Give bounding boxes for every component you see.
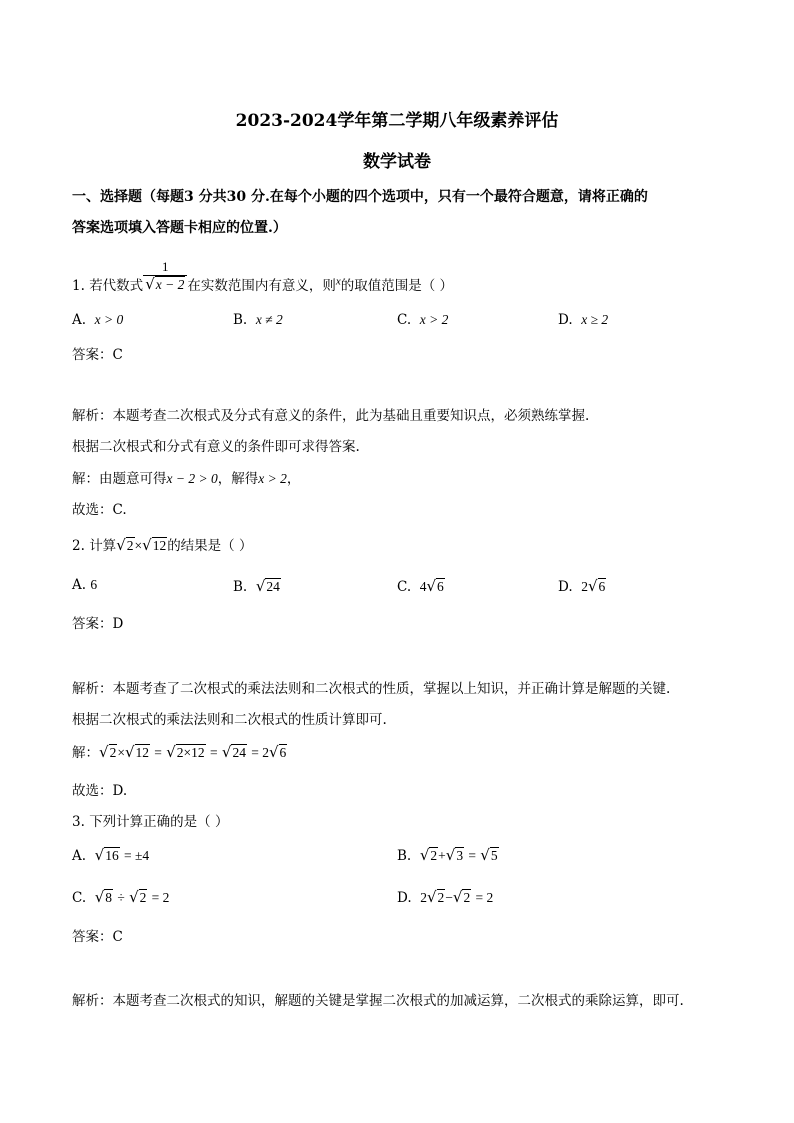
q1-analysis: 解析：本题考查二次根式及分式有意义的条件，此为基础且重要知识点，必须熟练掌握. xyxy=(72,408,590,424)
q3-answer: 答案：C xyxy=(72,929,123,945)
q1-option-d: D. x ≥ 2 xyxy=(558,312,609,328)
page-title: 2023-2024学年第二学期八年级素养评估 xyxy=(235,111,559,131)
radical-sign-icon: √ xyxy=(445,846,456,864)
q3-option-c: C. √8 ÷ √2 = 2 xyxy=(72,888,170,906)
q3-analysis: 解析：本题考查二次根式的知识，解题的关键是掌握二次根式的加减运算，二次根式的乘除运算，即可. xyxy=(72,993,684,1009)
question-3-stem: 3. 下列计算正确的是（ ） xyxy=(72,814,229,830)
question-text: 若代数式 xyxy=(89,278,144,294)
q2-analysis-2: 根据二次根式的乘法法则和二次根式的性质计算即可. xyxy=(72,712,387,728)
radical-sign-icon: √ xyxy=(145,275,155,293)
radical-sign-icon: √ xyxy=(426,577,437,595)
q2-solution: 解：√2×√12 = √2×12 = √24 = 2√6 xyxy=(72,743,287,761)
radical-sign-icon: √ xyxy=(94,888,105,906)
q2-option-b: B. √24 xyxy=(233,577,280,595)
q1-analysis-2: 根据二次根式和分式有意义的条件即可求得答案. xyxy=(72,439,360,455)
radical-sign-icon: √ xyxy=(587,577,598,595)
fraction-numerator: 1 xyxy=(162,259,169,274)
radical-sign-icon: √ xyxy=(221,743,232,761)
radical-sign-icon: √ xyxy=(426,888,437,906)
q2-option-d: D. 2√6 xyxy=(558,577,606,595)
q2-answer: 答案：D xyxy=(72,616,124,632)
sqrt-expression: √2 xyxy=(116,536,134,554)
question-text: 的取值范围是（ ） xyxy=(340,278,454,294)
radical-sign-icon: √ xyxy=(116,536,126,554)
question-2-stem: 2. 计算√2×√12的结果是（ ） xyxy=(72,536,253,554)
q2-analysis: 解析：本题考查了二次根式的乘法法则和二次根式的性质，掌握以上知识，并正确计算是解题的关键. xyxy=(72,681,671,697)
radical-sign-icon: √ xyxy=(124,743,135,761)
radical-sign-icon: √ xyxy=(142,536,152,554)
radical-sign-icon: √ xyxy=(129,888,139,906)
sqrt-expression xyxy=(145,276,185,294)
q1-answer: 答案：C xyxy=(72,347,123,363)
radical-sign-icon: √ xyxy=(419,846,430,864)
q1-option-a: A. x > 0 xyxy=(72,312,124,328)
q3-option-d: D. 2√2−√2 = 2 xyxy=(397,888,494,906)
radical-sign-icon: √ xyxy=(166,743,176,761)
q3-option-a: A. √16 = ±4 xyxy=(72,846,150,864)
radical-sign-icon: √ xyxy=(452,888,463,906)
section-heading-line1: 一、选择题（每题3 分共30 分.在每个小题的四个选项中，只有一个最符合题意，请将正确的 xyxy=(72,189,648,205)
question-text: 在实数范围内有意义，则 xyxy=(187,278,336,294)
q3-option-b: B. √2+√3 = √5 xyxy=(397,846,498,864)
sqrt-expression: √12 xyxy=(142,536,167,554)
page-subtitle: 数学试卷 xyxy=(363,152,431,172)
q2-option-c: C. 4√6 xyxy=(397,577,444,595)
radical-sign-icon: √ xyxy=(480,846,490,864)
section-heading-line2: 答案选项填入答题卡相应的位置.） xyxy=(72,220,287,236)
q2-option-a: A. 6 xyxy=(72,577,98,593)
q1-option-c: C. x > 2 xyxy=(397,312,449,328)
q2-choice: 故选：D. xyxy=(72,783,128,799)
radical-sign-icon: √ xyxy=(99,743,109,761)
radicand: x − 2 xyxy=(155,277,185,292)
radical-sign-icon: √ xyxy=(268,743,279,761)
radical-sign-icon: √ xyxy=(255,577,266,595)
variable: x xyxy=(335,275,341,288)
q1-option-b: B. x ≠ 2 xyxy=(233,312,283,328)
question-1-stem xyxy=(72,259,454,304)
q1-solution: 解：由题意可得x − 2 > 0，解得x > 2， xyxy=(72,471,301,487)
question-number: 1. xyxy=(72,278,85,294)
radical-sign-icon: √ xyxy=(94,846,105,864)
fraction xyxy=(143,259,187,294)
q1-choice: 故选：C. xyxy=(72,502,127,518)
